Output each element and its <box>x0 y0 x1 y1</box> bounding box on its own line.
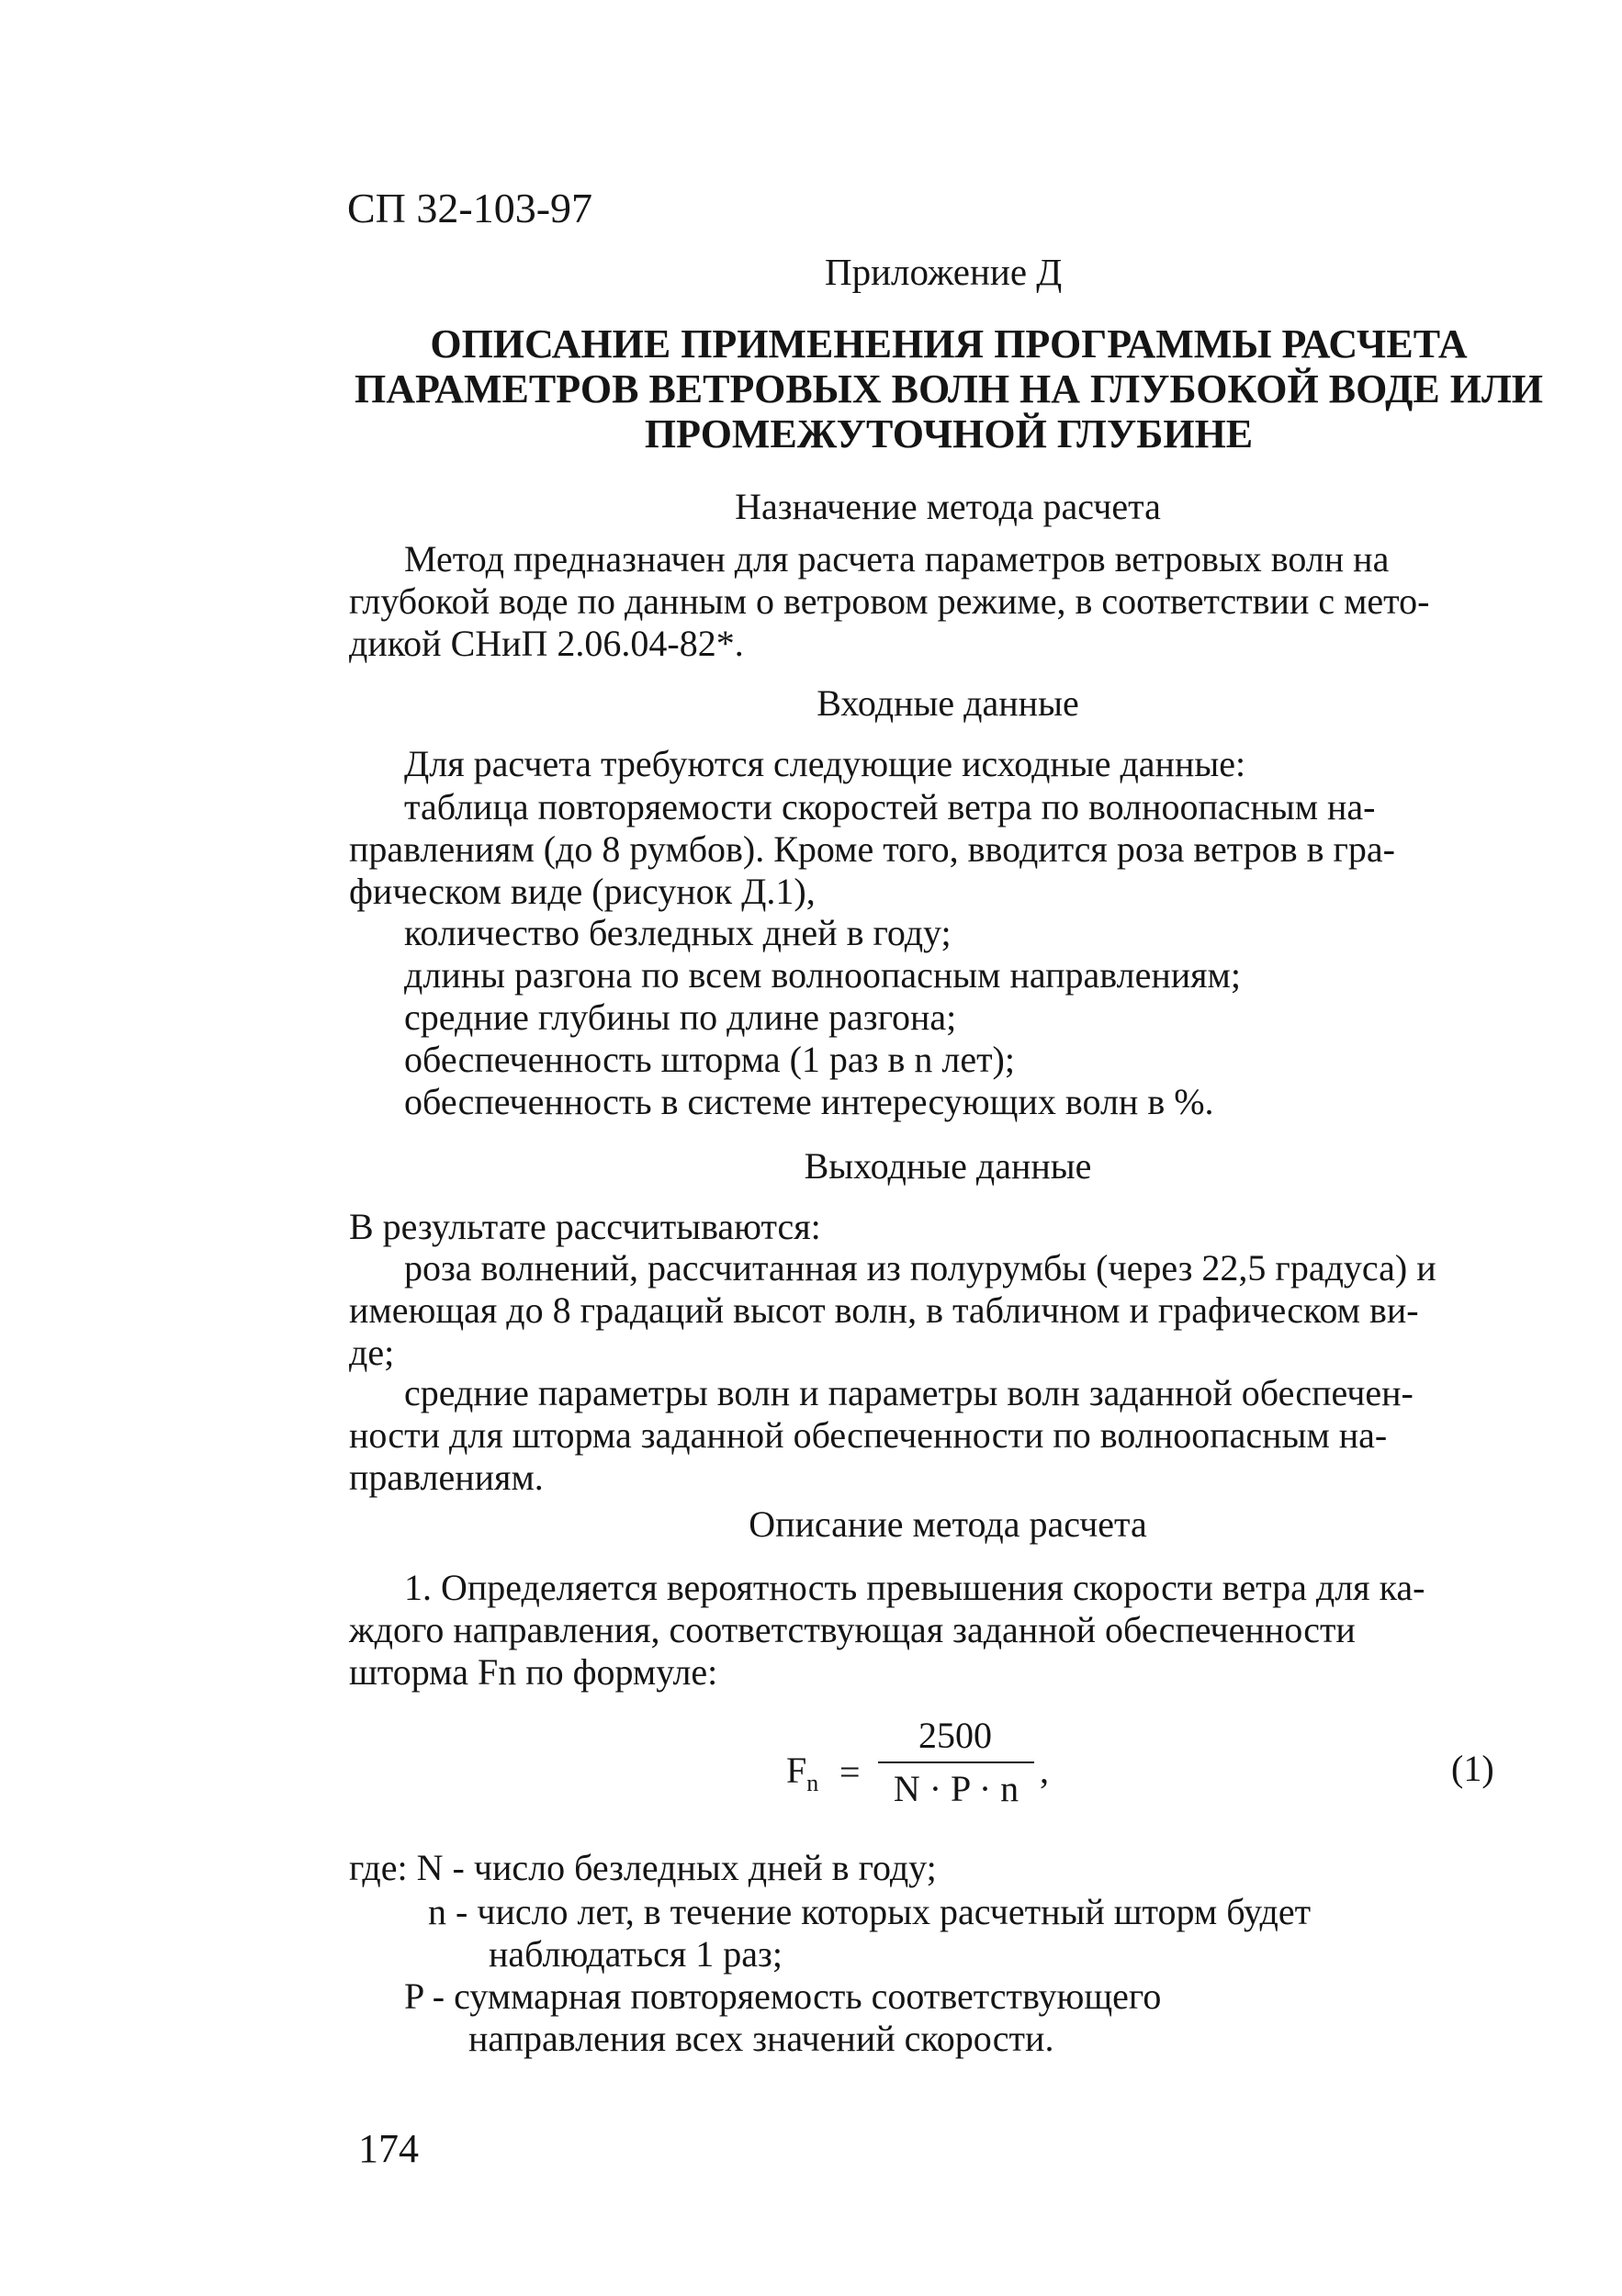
text-line: шторма Fn по формуле: <box>349 1651 718 1693</box>
formula-comma: , <box>1040 1750 1049 1791</box>
page-number: 174 <box>358 2126 419 2171</box>
text-line: фическом виде (рисунок Д.1), <box>349 871 816 912</box>
method-step-1 <box>349 1567 1549 1694</box>
input-item: количество безледных дней в году; <box>404 912 952 953</box>
output-intro: В результате рассчитываются: <box>349 1206 821 1247</box>
formula-equals: = <box>839 1751 861 1793</box>
definition-line: n - число лет, в течение которых расчетный шторм будет <box>428 1891 1312 1932</box>
formula-denominator: N · P · n <box>893 1768 1019 1809</box>
text-line: дикой СНиП 2.06.04-82*. <box>349 623 744 664</box>
definition-line: направления всех значений скорости. <box>468 2018 1054 2059</box>
definition-line: P - суммарная повторяемость соответствующего <box>404 1975 1162 2017</box>
input-item-table <box>349 786 1549 913</box>
text-line: роза волнений, рассчитанная из полурумбы (через 22,5 градуса) и <box>404 1247 1436 1289</box>
title-line: ПАРАМЕТРОВ ВЕТРОВЫХ ВОЛН НА ГЛУБОКОЙ ВОДЕ ИЛИ <box>355 366 1543 411</box>
text-line: таблица повторяемости скоростей ветра по волноопасным на- <box>404 786 1376 827</box>
text-line: Метод предназначен для расчета параметров ветровых волн на <box>404 538 1390 580</box>
text-line: 1. Определяется вероятность превышения скорости ветра для ка- <box>404 1567 1425 1608</box>
text-line: правлениям (до 8 румбов). Кроме того, вводится роза ветров в гра- <box>349 828 1396 870</box>
output-item-wave-rose <box>349 1247 1549 1374</box>
formula-subscript: n <box>806 1770 819 1796</box>
text-line: правлениям. <box>349 1457 544 1498</box>
text-line: средние параметры волн и параметры волн заданной обеспечен- <box>404 1372 1414 1413</box>
document-title <box>349 321 1549 456</box>
formula-symbol: F <box>786 1750 807 1791</box>
text-line: ности для шторма заданной обеспеченности по волноопасным на- <box>349 1414 1388 1456</box>
section-heading-input: Входные данные <box>817 682 1079 724</box>
input-item: обеспеченность в системе интересующих волн в %. <box>404 1081 1214 1122</box>
document-code: СП 32-103-97 <box>347 185 593 231</box>
text-line: имеющая до 8 градаций высот волн, в табличном и графическом ви- <box>349 1289 1419 1331</box>
definition-line: где: N - число безледных дней в году; <box>349 1847 937 1888</box>
section-heading-method: Описание метода расчета <box>749 1503 1147 1545</box>
text-line: де; <box>349 1332 395 1373</box>
fraction-bar <box>878 1761 1034 1763</box>
text-line: глубокой воде по данным о ветровом режиме, в соответствии с мето- <box>349 580 1430 622</box>
section-heading-output: Выходные данные <box>804 1145 1092 1187</box>
input-item: длины разгона по всем волноопасным направлениям; <box>404 954 1241 996</box>
title-line: ПРОМЕЖУТОЧНОЙ ГЛУБИНЕ <box>644 411 1254 456</box>
output-item-parameters <box>349 1372 1549 1499</box>
input-item: средние глубины по длине разгона; <box>404 996 957 1038</box>
section-heading-purpose: Назначение метода расчета <box>735 486 1161 527</box>
equation-number: (1) <box>1451 1748 1494 1789</box>
input-intro: Для расчета требуются следующие исходные данные: <box>404 743 1246 784</box>
appendix-label: Приложение Д <box>825 251 1063 293</box>
definition-line: наблюдаться 1 раз; <box>489 1933 783 1975</box>
formula-lhs <box>786 1749 818 1797</box>
input-item: обеспеченность шторма (1 раз в n лет); <box>404 1039 1015 1080</box>
title-line: ОПИСАНИЕ ПРИМЕНЕНИЯ ПРОГРАММЫ РАСЧЕТА <box>430 321 1468 366</box>
text-line: ждого направления, соответствующая заданной обеспеченности <box>349 1609 1356 1650</box>
formula-1 <box>786 1717 1071 1818</box>
purpose-paragraph <box>349 538 1549 665</box>
formula-numerator: 2500 <box>918 1715 992 1756</box>
